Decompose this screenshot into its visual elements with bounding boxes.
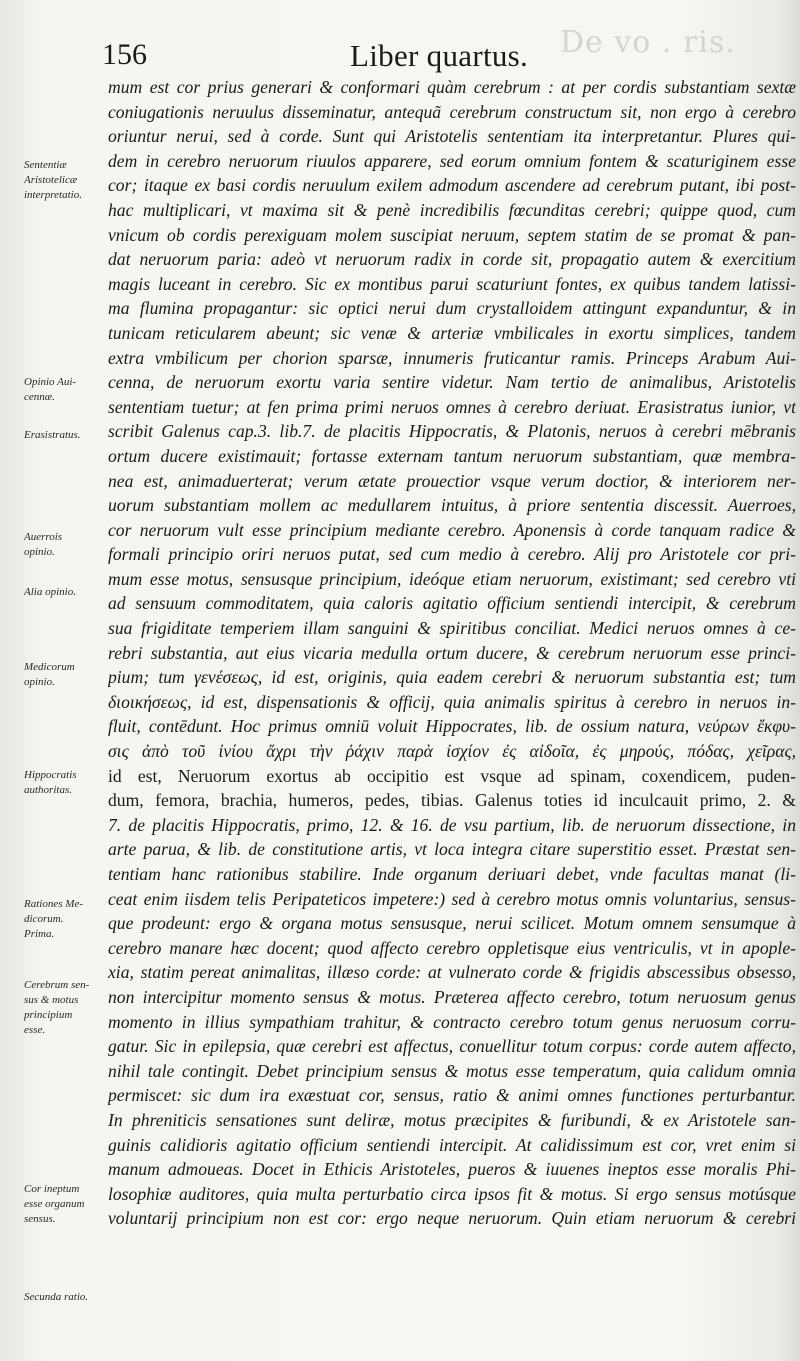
text-line: cenna, de neruorum exortu varia sentire videtur. Nam tertio de animalibus, Aristotelis [108, 372, 796, 393]
margin-note-line: Cerebrum sen- [24, 979, 90, 991]
margin-note-line: dicorum. [24, 913, 64, 925]
margin-note-line: opinio. [24, 546, 55, 558]
margin-note-line: Opinio Aui- [24, 376, 77, 388]
text-line: fluit, contēdunt. Hoc primus omniū voluit Hippocrates, lib. de ossium natura, νεύρων ἔκφυ- [108, 716, 796, 737]
text-line: arte parua, & lib. de constitutione artis, vt loca integra citare superstitio esset. Præstat sen- [108, 839, 796, 860]
text-line: mum esse motus, sensusque principium, ideóque etiam neruorum, existimant; sed cerebro vti [108, 568, 796, 589]
text-line: ad sensuum commoditatem, quia caloris agitatio officium sentiendi intercipit, & cerebrum [108, 593, 796, 614]
text-line: momento in illius sympathiam trahitur, & contracto cerebro totum genus neruosum corru- [108, 1011, 796, 1032]
text-line: uorum substantiam mollem ac medullarem intuitus, à priore sententia discessit. Auerroes, [108, 495, 796, 516]
text-line: ortum ducere existimauit; fortasse externam tantum neruorum substantiam, quæ membra- [108, 445, 796, 466]
margin-note-line: Alia opinio. [24, 586, 76, 598]
text-line: cor neruorum vult esse principium mediante cerebro. Aponensis à corde tanquam radice & [108, 519, 796, 540]
margin-note-line: interpretatio. [24, 189, 82, 201]
margin-note-line: esse. [24, 1024, 46, 1036]
text-line: losophiæ auditores, quia multa perturbatio circa ipsos fit & motus. Si ergo sensus motúsque [108, 1183, 796, 1204]
text-line: manum admoueas. Docet in Ethicis Aristoteles, pueros & iuuenes ineptos esse moralis Phi- [108, 1159, 796, 1180]
running-title: Liber quartus. [350, 38, 529, 73]
text-line: coniugationis neruulus disseminatur, antequã cerebrum constructum sit, non ergo à cerebro [108, 101, 796, 122]
margin-note [24, 660, 106, 690]
margin-note [24, 1290, 106, 1305]
margin-note-line: authoritas. [24, 784, 72, 796]
text-line: magis luceant in cerebro. Sic ex montibus parui scaturiunt fontes, ex quibus tandem latissi- [108, 273, 796, 294]
text-line: scribit Galenus cap.3. lib.7. de placitis Hippocratis, & Platonis, neruos à cerebri mēbranis [108, 421, 796, 442]
text-line: id est, Neruorum exortus ab occipitio est vsque ad spinam, coxendicem, puden- [108, 765, 796, 786]
margin-note-line: esse organum [24, 1198, 85, 1210]
text-line: 7. de placitis Hippocratis, primo, 12. & 16. de vsu partium, lib. de neruorum dissectione, in [108, 814, 796, 835]
text-line: xia, statim pereat animalitas, illæso corde: at vulnerato corde & frigidis abscessibus obsesso, [108, 962, 796, 983]
margin-note-line: Auerrois [24, 531, 63, 543]
margin-note-line: cennæ. [24, 391, 55, 403]
text-line: hac multiplicari, vt maxima sit & penè incredibilis fœcunditas cerebri; quippe quod, cum [108, 199, 796, 220]
margin-note [24, 158, 106, 203]
text-line: vnicum ob cordis perexiguam molem suscipiat neruum, septem statim de se promat & pan- [108, 224, 796, 245]
margin-note-line: Secunda ratio. [24, 1291, 89, 1303]
margin-note-line: Aristotelicæ [24, 174, 78, 186]
margin-note-line: Prima. [24, 928, 55, 940]
margin-note-line: opinio. [24, 676, 55, 688]
text-line: dum, femora, brachia, humeros, pedes, tibias. Galenus toties id inculcauit primo, 2. & [108, 790, 796, 811]
text-line: guinis calidioris agitatio officium sentiendi intercipit. At calidissimum est cor, vret enim si [108, 1134, 796, 1155]
page-number: 156 [102, 38, 147, 71]
text-line: sententiam tuetur; at fen prima primi neruos omnes à cerebro deriuat. Erasistratus iunior, vt [108, 396, 796, 417]
margin-note-line: Medicorum [24, 661, 75, 673]
text-line: extra vmbilicum per chorion sparsæ, innumeris fruticantur ramis. Princeps Arabum Aui- [108, 347, 796, 368]
margin-note-line: Sententiæ [24, 159, 67, 171]
text-line: rebri substantia, aut eius vicaria medulla ortum ducere, & cerebrum neruorum esse princi- [108, 642, 796, 663]
text-line: sua frigiditate temperiem illam sanguini & spiritibus conciliat. Medici neruos omnes à ce- [108, 618, 796, 639]
text-line: tentiam hanc rationibus stabilire. Inde organum deriuari debet, vnde facultas manat (li- [108, 864, 796, 884]
margin-note-line: Hippocratis [24, 769, 77, 781]
margin-note [24, 768, 106, 798]
margin-note-line: sensus. [24, 1213, 56, 1225]
margin-notes [0, 0, 106, 1361]
text-line: ceat enim iisdem telis Peripateticos impetere:) sed à cerebro motus omnis voluntarius, sensus- [108, 888, 796, 909]
body-text [108, 75, 796, 1231]
margin-note-line: Cor ineptum [24, 1183, 80, 1195]
margin-note [24, 530, 106, 560]
bleed-through-text: De vo . ris. [560, 25, 736, 60]
margin-note [24, 978, 106, 1038]
margin-note-line: principium [24, 1009, 73, 1021]
page-header [0, 38, 800, 78]
text-line: ma flumina propagantur: sic optici nerui dum crystalloidem attingunt expanduntur, & in [108, 298, 796, 319]
text-line: In phreniticis sensationes sunt deliræ, motus præcipites & furibundi, & ex Aristotele san- [108, 1109, 796, 1130]
text-line: διοικήσεως, id est, dispensationis & officij, quia animalis spiritus à cerebro in neruos in- [108, 691, 796, 712]
text-line: gatur. Sic in epilepsia, quæ cerebri est affectus, conuellitur totum corpus: corde autem affecto, [108, 1036, 796, 1057]
margin-note-line: Rationes Me- [24, 898, 83, 910]
text-line: nea est, animaduerterat; verum ætate prouectior vsque verum doctior, & interiorem ner- [108, 470, 796, 491]
text-line: nihil tale contingit. Debet principium sensus & motus esse temperatum, quia calidum omnia [108, 1060, 796, 1081]
margin-note-line: sus & motus [24, 994, 79, 1006]
margin-note-line: Erasistratus. [24, 429, 81, 441]
text-line: cerebro manare hæc docent; quod affecto cerebro oppletisque eius ventriculis, vt in apople- [108, 937, 796, 958]
margin-note [24, 585, 106, 600]
text-line: que prodeunt: ergo & organa motus sensusque, nerui scilicet. Motum omnem sensumque à [108, 913, 796, 934]
text-line: oriuntur nerui, sed à corde. Sunt qui Aristotelis sententiam ita interpretantur. Plures qui- [108, 126, 796, 147]
text-line: σις ἀπὸ τοῦ ἰνίου ἄχρι τὴν ῥάχιν παρὰ ἰσχίον ἐς αἰδοῖα, ἐς μηρούς, πόδας, χεῖρας, [108, 741, 796, 762]
text-line: pium; tum γενέσεως, id est, originis, quia eadem cerebri & neruorum substantia est; tum [108, 667, 796, 688]
text-line: dat neruorum paria: adeò vt neruorum radix in corde sit, propagatio autem & exercitium [108, 249, 796, 270]
text-line: non intercipitur momento sensus & motus. Præterea affecto cerebro, totum neruosum genus [108, 986, 796, 1007]
text-line: voluntarij principium non est cor: ergo neque neruorum. Quin etiam neruorum & cerebri [108, 1208, 796, 1229]
margin-note [24, 428, 106, 443]
text-line: dem in cerebro neruorum riuulos apparere, sed eorum omnium fontem & scaturiginem esse [108, 150, 796, 171]
text-line: formali principio oriri neruos putat, sed cum medio à cerebro. Alij pro Aristotele cor pri- [108, 544, 796, 565]
margin-note [24, 897, 106, 942]
margin-note [24, 375, 106, 405]
text-line: cor; itaque ex basi cordis neruulum exilem admodum ascendere ad cerebrum putant, ibi post- [108, 175, 796, 196]
text-line: permiscet: sic dum ira exæstuat cor, sensus, ratio & animi omnes functiones perturbantur. [108, 1085, 796, 1106]
margin-note [24, 1182, 106, 1227]
text-line: mum est cor prius generari & conformari quàm cerebrum : at per cordis substantiam sextæ [108, 77, 796, 97]
text-line: tunicam reticularem abeunt; sic venæ & arteriæ vmbilicales in exortu simplices, tandem [108, 322, 796, 343]
